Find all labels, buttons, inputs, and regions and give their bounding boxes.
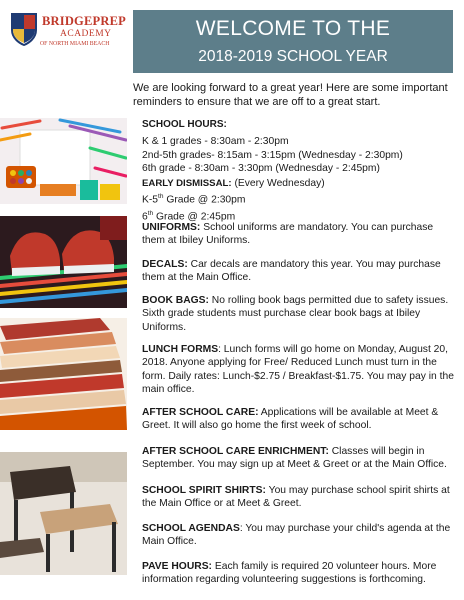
hours-line: 2nd-5th grades- 8:15am - 3:15pm (Wednesday - 2:30pm) xyxy=(142,149,403,161)
pave-hours-section xyxy=(142,560,456,587)
after-school-care-section xyxy=(142,406,456,433)
book-bags-section xyxy=(142,294,456,334)
lunch-forms-label: LUNCH FORMS xyxy=(142,344,219,355)
uniforms-label: UNIFORMS: xyxy=(142,222,201,233)
agendas-section xyxy=(142,522,456,549)
early-dismissal-heading: EARLY DISMISSAL: xyxy=(142,178,232,189)
uniforms-section xyxy=(142,221,456,248)
intro-text: We are looking forward to a great year! Here are some important reminders to ensure that we are off to a great start. xyxy=(133,82,448,108)
books-photo xyxy=(0,318,127,430)
logo-academy-text: ACADEMY xyxy=(60,29,112,39)
lunch-forms-section xyxy=(142,343,456,397)
header-banner xyxy=(133,10,453,73)
dismissal-time: Grade @ 2:45pm xyxy=(153,211,236,223)
logo-location-text: OF NORTH MIAMI BEACH xyxy=(40,41,110,47)
grade-label: K-5 xyxy=(142,194,159,206)
grade-label: 6 xyxy=(142,211,148,223)
enrichment-text: Classes will begin in September. You may sign up at Meet & Greet or at the Main Office. xyxy=(142,446,447,471)
hours-line: 6th grade - 8:30am - 3:30pm (Wednesday - 2:45pm) xyxy=(142,163,380,175)
classroom-chairs-photo xyxy=(0,452,127,575)
book-bags-text: No rolling book bags permitted due to safety issues. Sixth grade students must purchase clear book bags at Ibiley Uniforms. xyxy=(142,295,449,333)
page-title: WELCOME TO THE xyxy=(195,17,391,40)
uniforms-text: School uniforms are mandatory. You can purchase them at Ibiley Uniforms. xyxy=(142,222,434,247)
decals-text: Car decals are mandatory this year. You may purchase them at the Main Office. xyxy=(142,259,441,284)
grade-suffix: th xyxy=(158,193,164,201)
agendas-text: : You may purchase your child's agenda at the Main Office. xyxy=(142,523,451,548)
early-dismissal-section xyxy=(142,177,456,224)
page-subtitle: 2018-2019 SCHOOL YEAR xyxy=(198,48,388,65)
enrichment-label: AFTER SCHOOL CARE ENRICHMENT: xyxy=(142,446,329,457)
shield-crest-icon xyxy=(10,12,38,46)
after-school-care-label: AFTER SCHOOL CARE: xyxy=(142,407,259,418)
pave-hours-text: Each family is required 20 volunteer hours. More information regarding volunteering suggestions is forthcoming. xyxy=(142,561,437,586)
agendas-label: SCHOOL AGENDAS xyxy=(142,523,240,534)
decals-label: DECALS: xyxy=(142,259,188,270)
spirit-shirts-text: You may purchase school spirit shirts at the Main Office or at Meet & Greet. xyxy=(142,485,450,510)
logo-brand-text: BRIDGEPREP xyxy=(42,14,126,28)
decals-section xyxy=(142,258,456,285)
lunch-forms-text: : Lunch forms will go home on Monday, August 20, 2018. Anyone applying for Free/ Reduced Lunch must turn in the form. Daily rates: Lunch-$2.75 / Breakfast-$1.75. You may pay in the main office. xyxy=(142,344,454,396)
school-logo xyxy=(10,10,128,66)
enrichment-section xyxy=(142,445,456,472)
early-dismissal-line xyxy=(142,190,456,207)
dismissal-time: Grade @ 2:30pm xyxy=(163,194,246,206)
early-dismissal-note: (Every Wednesday) xyxy=(234,178,325,189)
school-hours-section xyxy=(142,118,456,176)
pave-hours-label: PAVE HOURS: xyxy=(142,561,212,572)
hours-line: K & 1 grades - 8:30am - 2:30pm xyxy=(142,136,289,148)
sneakers-photo xyxy=(0,216,127,308)
spirit-shirts-section xyxy=(142,484,456,511)
after-school-care-text: Applications will be available at Meet & Greet. It will also go home the first week of school. xyxy=(142,407,439,432)
grade-suffix: th xyxy=(147,210,154,218)
book-bags-label: BOOK BAGS: xyxy=(142,295,209,306)
spirit-shirts-label: SCHOOL SPIRIT SHIRTS: xyxy=(142,485,266,496)
school-supplies-photo xyxy=(0,118,127,204)
school-hours-heading: SCHOOL HOURS: xyxy=(142,119,227,130)
